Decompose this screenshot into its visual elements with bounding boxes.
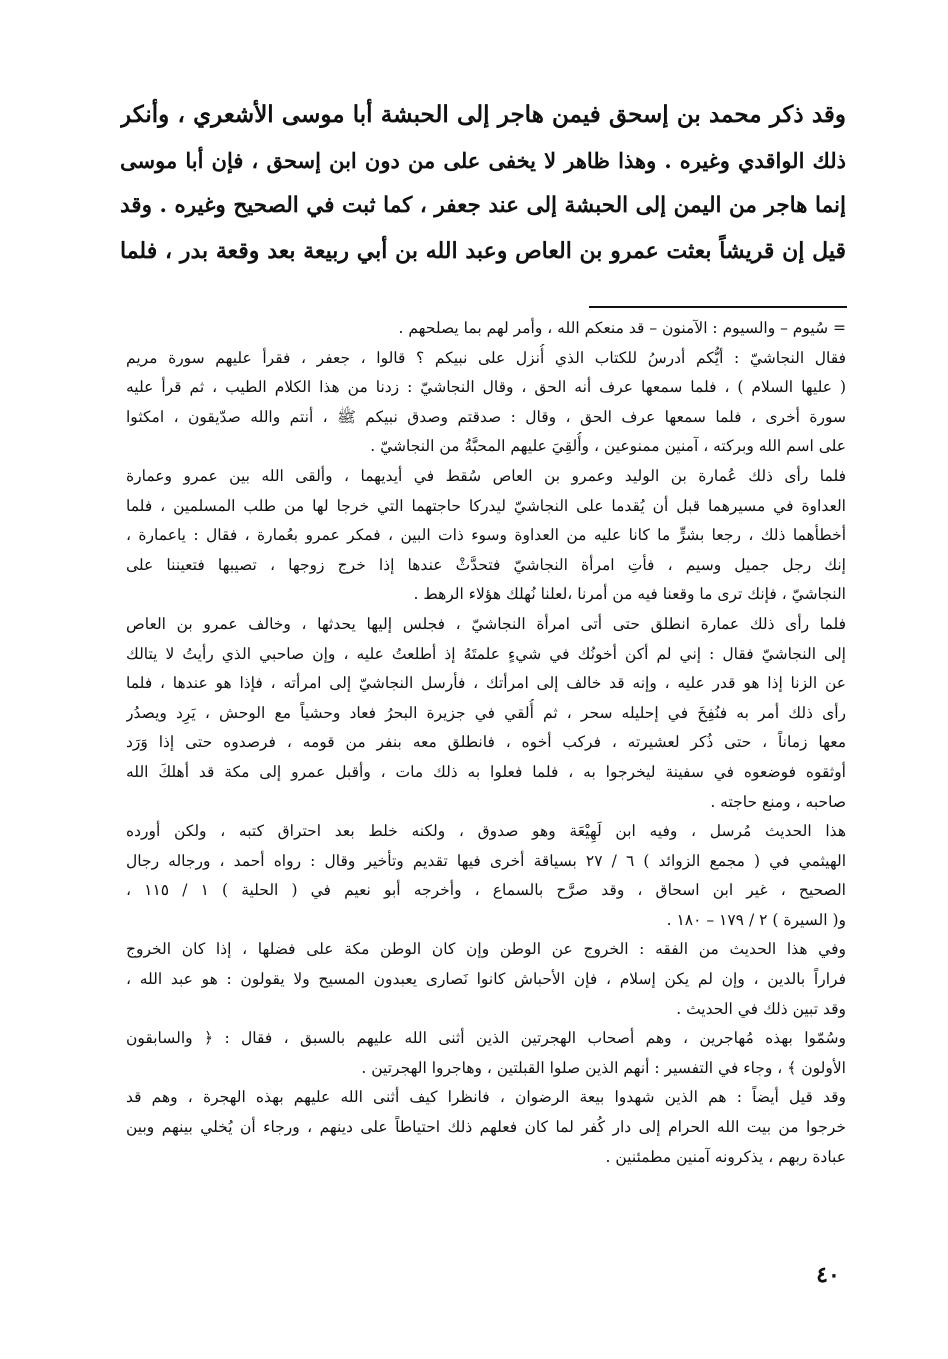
footnote-line: فقال النجاشيّ : أيُّكم أدرسُ للكتاب الذي أُنزل على نبيكم ؟ قالوا ، جعفر ، فقرأ عليهم سورة مريم bbox=[126, 348, 846, 367]
footnote-line: فراراً بالدين ، وإن لم يكن إسلام ، فإن الأحباش كانوا نَصارى يعبدون المسيح ولا يقولون : هو عبد الله ، bbox=[126, 970, 846, 989]
footnote-line: = سُيوم – والسيوم : الآمنون – قد منعكم الله ، وأمر لهم بما يصلحهم . bbox=[398, 319, 846, 337]
footnote-line: عن الزنا إذا هو قدر عليه ، وإنه قد خالف إلى امرأتك ، فأرسل النجاشيّ إلى امرأته ، فإذا هو عندها ، فلما bbox=[126, 674, 846, 693]
footnote-line: وقد تبين ذلك في الحديث . bbox=[676, 999, 846, 1018]
footnote-line: وسُمّوا بهذه مُهاجرين ، وهم أصحاب الهجرتين الذين أثنى الله عليهم بالسبق ، فقال : ﴿ والسابقون bbox=[126, 1029, 846, 1048]
footnote-line: ( عليها السلام ) ، فلما سمعها عرف أنه الحق ، وقال النجاشيّ : زدنا من هذا الكلام الطيب ، ثم قرأ عليه bbox=[126, 378, 846, 397]
footnote-line: رأى ذلك أمر به فنُفِخَ في إحليله سحر ، ثم أُلقي في جزيرة البحرُ فعاد وحشياً مع الوحش ، يَرِد ويصدُر bbox=[126, 703, 846, 722]
footnote-line: النجاشيّ ، فإنك ترى ما وقعنا فيه من أمرنا ،لعلنا نُهلك هؤلاء الرهط . bbox=[413, 585, 846, 604]
footnote-line: على اسم الله وبركته ، آمنين ممنوعين ، وأُلقِيَ عليهم المحبَّةُ من النجاشيّ . bbox=[370, 437, 846, 456]
footnote-line: وفي هذا الحديث من الفقه : الخروج عن الوطن وإن كان الوطن مكة على فضلها ، إذا كان الخروج bbox=[126, 940, 846, 959]
footnote-line: وقد قيل أيضاً : هم الذين شهدوا بيعة الرضوان ، فانظرا كيف أثنى الله عليهم بهذه الهجرة ، وهم قد bbox=[126, 1088, 846, 1107]
footnote-line: صاحبه ، ومنع حاجته . bbox=[710, 792, 846, 811]
footnote-line: العداوة في مسيرهما قبل أن يُقدما على النجاشيّ ليدركا حاجتهما التي خرجا لها من طلب المسلمين ، فلما bbox=[126, 496, 846, 515]
main-text bbox=[120, 92, 846, 274]
footnote-line: و( السيرة ) ٢ / ١٧٩ – ١٨٠ . bbox=[666, 910, 846, 929]
footnote-line: خرجوا من بيت الله الحرام إلى دار كُفر لما كان فعلهم ذلك احتياطاً على دينهم ، ورجاء أن يُخلي بينهم وبين bbox=[126, 1118, 846, 1137]
footnotes bbox=[126, 314, 846, 1172]
main-text-line: إنما هاجر من اليمن إلى الحبشة إلى عند جعفر ، كما ثبت في الصحيح وغيره . وقد bbox=[120, 193, 846, 218]
footnote-line: فلما رأى ذلك عمارة انطلق حتى أتى امرأة النجاشيّ ، فجلس إليها يحدثها ، وخالف عمرو بن العاص bbox=[126, 614, 846, 633]
footnote-line: أخطأهما ذلك ، رجعا بشرٍّ ما كانا عليه من العداوة وسوء ذات البين ، فمكر عمرو بعُمارة ، فقال : ياعمارة ، bbox=[126, 526, 846, 545]
page-number: ٤٠ bbox=[816, 1262, 840, 1288]
main-text-line: ذلك الواقدي وغيره . وهذا ظاهر لا يخفى على من دون ابن إسحق ، فإن أبا موسى bbox=[120, 147, 846, 173]
footnote-line: إلى النجاشيّ فقال : إني لم أكن أخونُك في شيءٍ علمتَهُ إذ أطلعتُ عليه ، وإن صاحبي الذي رأيتُ لا يتالك bbox=[126, 644, 846, 663]
footnote-line: هذا الحديث مُرسل ، وفيه ابن لَهِيْعَة وهو صدوق ، ولكنه خلط بعد احتراق كتبه ، ولكن أورده bbox=[126, 822, 846, 841]
footnote-line: سورة أخرى ، فلما سمعها عرف الحق ، وقال : صدقتم وصدق نبيكم ﷺ ، أنتم والله صدّيقون ، امكثوا bbox=[126, 407, 846, 426]
footnote-line: إنك رجل جميل وسيم ، فأتِ امرأة النجاشيّ فتحدَّثْ عندها إذا خرج زوجها ، تصيبها فتعيننا على bbox=[126, 555, 846, 574]
footnote-line: عبادة ربهم ، يذكرونه آمنين مطمئنين . bbox=[605, 1147, 846, 1166]
footnote-line: معها زماناً ، حتى ذُكر لعشيرته ، فركب أخوه ، فانطلق معه بنفر من قومه ، فرصدوه حتى إذا وَرَد bbox=[126, 733, 846, 752]
footnote-line: الهيثمي في ( مجمع الزوائد ) ٦ / ٢٧ بسياقة أخرى فيها تقديم وتأخير وقال : رواه أحمد ، ورجاله رجال bbox=[126, 851, 846, 870]
footnote-line: الأولون ﴾ ، وجاء في التفسير : أنهم الذين صلوا القبلتين ، وهاجروا الهجرتين . bbox=[361, 1058, 846, 1077]
footnote-line: فلما رأى ذلك عُمارة بن الوليد وعمرو بن العاص سُقط في أيديهما ، وألقى الله بين عمرو وعمارة bbox=[126, 466, 846, 485]
main-text-line: قيل إن قريشاً بعثت عمرو بن العاص وعبد الله بن أبي ربيعة بعد وقعة بدر ، فلما bbox=[120, 237, 846, 264]
footnote-line: أوثقوه فوضعوه في سفينة ليخرجوا به ، فلما فعلوا به ذلك مات ، وأقبل عمرو إلى مكة قد أهلكَ الله bbox=[126, 762, 846, 781]
footnote-line: الصحيح ، غير ابن اسحاق ، وقد صرَّح بالسماع ، وأخرجه أبو نعيم في ( الحلية ) ١ / ١١٥ ، bbox=[126, 881, 846, 900]
footnote-separator bbox=[589, 306, 847, 308]
main-text-line: وقد ذكر محمد بن إسحق فيمن هاجر إلى الحبشة أبا موسى الأشعري ، وأنكر bbox=[120, 101, 846, 128]
